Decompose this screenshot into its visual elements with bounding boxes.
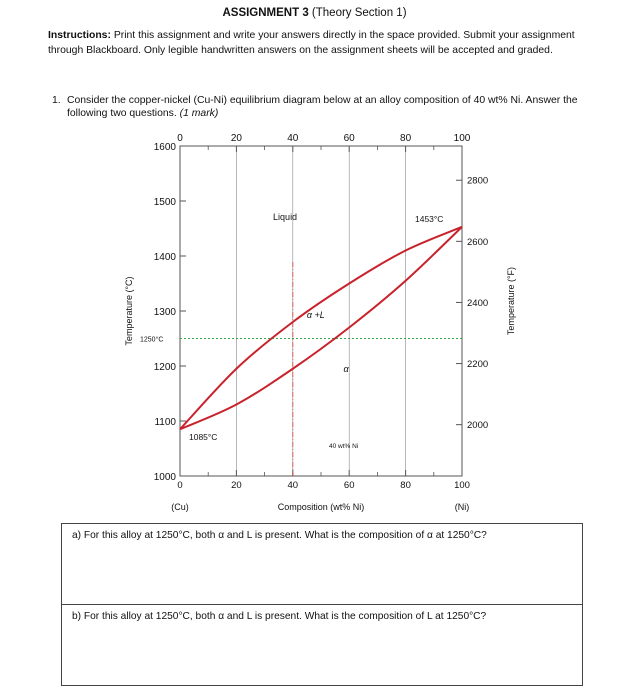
answer-box-b[interactable] (61, 604, 583, 686)
alloy-annotation: 40 wt% Ni (329, 443, 359, 450)
y2-tick-label: 2400 (467, 297, 489, 309)
two-phase-region-label: α +L (306, 310, 325, 320)
y-tick-label: 1500 (153, 197, 176, 208)
x-axis-label: Composition (wt% Ni) (277, 502, 365, 512)
alpha-region-label: α (343, 364, 349, 374)
y-tick-label: 1600 (153, 142, 176, 153)
answer-box-a[interactable] (61, 523, 583, 605)
title-bold: ASSIGNMENT 3 (222, 7, 309, 19)
cu-end-label: (Cu) (171, 502, 189, 512)
y2-tick-label: 2000 (467, 420, 489, 432)
y2-axis-label: Temperature (°F) (506, 266, 516, 336)
cu-melting-label: 1085°C (189, 432, 218, 442)
title-rest: (Theory Section 1) (308, 7, 407, 19)
y-tick-label: 1000 (153, 472, 176, 483)
y-axis-label: Temperature (°C) (124, 276, 134, 346)
question-a-text: a) For this alloy at 1250°C, both α and L is present. What is the composition of α at 1250°C? (72, 530, 487, 541)
x-top-tick-label: 0 (177, 133, 183, 144)
x-top-tick-label: 20 (230, 133, 242, 144)
x-bottom-tick-label: 100 (454, 480, 470, 491)
y2-tick-label: 2800 (467, 175, 489, 187)
x-top-tick-label: 100 (453, 133, 471, 144)
x-bottom-tick-label: 40 (287, 480, 299, 491)
y2-tick-label: 2200 (467, 359, 489, 371)
x-bottom-tick-label: 80 (400, 480, 411, 491)
x-bottom-tick-label: 0 (177, 480, 183, 491)
y-tick-label: 1100 (154, 417, 176, 428)
question-body: Consider the copper-nickel (Cu-Ni) equilibrium diagram below at an alloy composition of 40 wt% Ni. Answer the following two questions. (67, 95, 578, 119)
x-top-tick-label: 60 (343, 133, 355, 144)
instructions-label: Instructions: (48, 30, 111, 41)
x-top-tick-label: 80 (400, 133, 412, 144)
y-tick-label: 1300 (153, 307, 176, 318)
y2-tick-label: 2600 (467, 236, 489, 248)
y-tick-label: 1200 (153, 362, 176, 373)
x-top-tick-label: 40 (287, 133, 299, 144)
ni-melting-label: 1453°C (415, 214, 444, 224)
ni-end-label: (Ni) (454, 502, 470, 512)
x-bottom-tick-label: 60 (343, 480, 355, 491)
question-b-text: b) For this alloy at 1250°C, both α and L is present. What is the composition of L at 1250°C? (72, 611, 487, 622)
liquid-region-label: Liquid (273, 212, 298, 222)
tie-temperature-label: 1250°C (140, 336, 164, 344)
y-tick-label: 1400 (153, 252, 176, 263)
x-bottom-tick-label: 20 (231, 480, 242, 491)
question-number: 1. (52, 95, 61, 106)
instructions-text: Print this assignment and write your answers directly in the space provided. Submit your assignment through Blackboard. Only legible handwritten answers on the assignment sheets will be accepted and graded. (48, 30, 575, 56)
liquidus-curve (180, 227, 462, 429)
question-mark: (1 mark) (179, 108, 219, 119)
solidus-curve (180, 227, 462, 429)
